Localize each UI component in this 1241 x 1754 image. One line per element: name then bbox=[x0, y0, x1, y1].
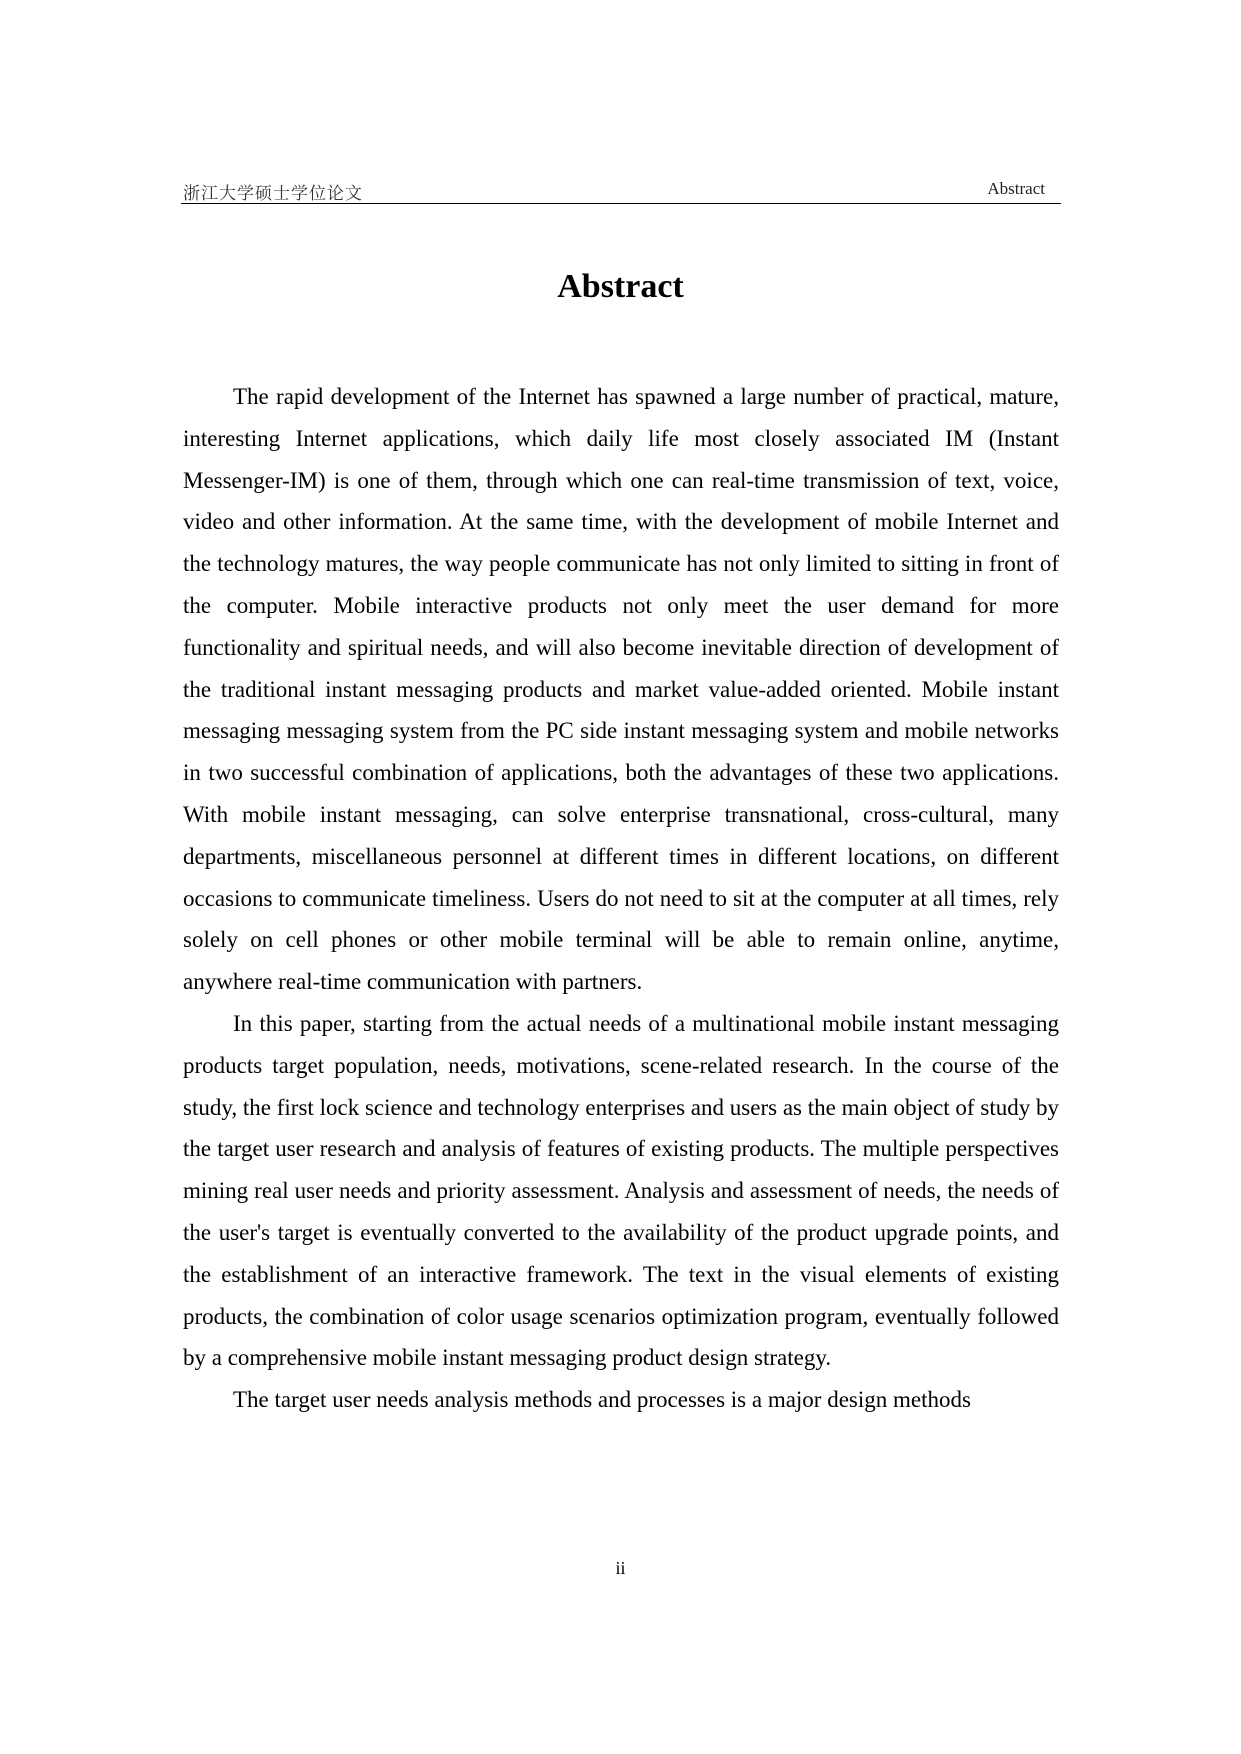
header-university-title: 浙江大学硕士学位论文 bbox=[183, 184, 363, 204]
abstract-paragraph-3: The target user needs analysis methods and processes is a major design methods bbox=[233, 1387, 971, 1413]
abstract-paragraph-1: The rapid development of the Internet has spawned a large number of practical, mature, interesting Internet applications, which daily life most closely associated IM (Instant Messenger-IM) is one of them, through which one can real-time transmission of text, voice, video and other information. At the same time, with the development of mobile Internet and the technology matures, the way people communicate has not only limited to sitting in front of the computer. Mobile interactive products not only meet the user demand for more functionality and spiritual needs, and will also become inevitable direction of development of the traditional instant messaging products and market value-added oriented. Mobile instant messaging messaging system from the PC side instant messaging system and mobile networks in two successful combination of applications, both the advantages of these two applications. With mobile instant messaging, can solve enterprise transnational, cross-cultural, many departments, miscellaneous personnel at different times in different locations, on different occasions to communicate timeliness. Users do not need to sit at the computer at all times, rely solely on cell phones or other mobile terminal will be able to remain online, anytime, anywhere real-time communication with partners. bbox=[183, 384, 1059, 995]
abstract-body bbox=[183, 376, 1059, 1421]
header-section-name: Abstract bbox=[987, 179, 1045, 198]
running-header bbox=[181, 177, 1061, 204]
page-number: ii bbox=[615, 1558, 626, 1578]
abstract-paragraph-2: In this paper, starting from the actual needs of a multinational mobile instant messaging products target population, needs, motivations, scene-related research. In the course of the study, the first lock science and technology enterprises and users as the main object of study by the target user research and analysis of features of existing products. The multiple perspectives mining real user needs and priority assessment. Analysis and assessment of needs, the needs of the user's target is eventually converted to the availability of the product upgrade points, and the establishment of an interactive framework. The text in the visual elements of existing products, the combination of color usage scenarios optimization program, eventually followed by a comprehensive mobile instant messaging product design strategy. bbox=[183, 1010, 1059, 1371]
page-title: Abstract bbox=[557, 268, 684, 305]
